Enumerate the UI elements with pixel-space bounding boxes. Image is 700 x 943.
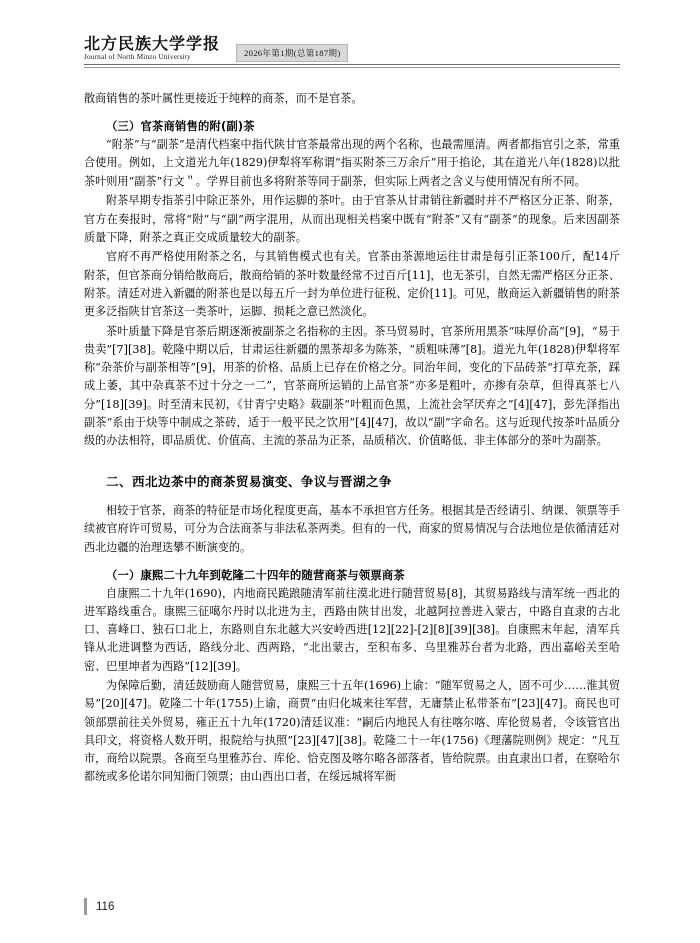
- header-divider-secondary: [84, 67, 620, 68]
- page-header: [84, 22, 620, 64]
- journal-title-cn: 北方民族大学学报: [84, 33, 221, 53]
- page-number: 116: [96, 900, 115, 913]
- subsection-heading-kangxi-qianlong: （一）康熙二十九年到乾隆二十四年的随营商茶与领票商茶: [106, 568, 405, 582]
- article-body: [84, 90, 620, 788]
- header-divider: [84, 64, 620, 65]
- issue-badge: 2026年第1期(总第187期): [236, 44, 348, 63]
- paragraph-3: 官府不再严格使用附茶之名，与其销售模式也有关。官茶由茶源地运往甘肃是每引正茶100斤，配14斤附茶，但官茶商分销给散商后，散商给销的茶叶数量经常不过百斤[11]，也无茶引，自然无需严格区分正茶、附茶。清廷对进入新疆的附茶也是以每五斤一封为单位进行征税、定价[11]。可见，散商运入新疆销售的附茶更多泛指陕甘官茶这一类茶叶，运脚、损耗之意已然淡化。: [84, 250, 620, 319]
- journal-logo: [84, 33, 221, 64]
- paragraph-7: 为保障后勤，清廷鼓励商人随营贸易，康熙三十五年(1696)上谕：“随军贸易之人，固不可少……淮其贸易”[20][47]。乾隆二十年(1755)上谕，商贾“由归化城来往军营，无庸禁止私带茶布”[23][47]。商民也可领部票前往关外贸易，雍正五十九年(1720)清廷议准：“嗣后内地民人有往喀尔喀、库伦贸易者，令该管官出具印文，将资格人数开明，报院给与执照”[23][47][38]。乾隆二十一年(1756)《理藩院则例》规定：“凡互市，商给以院票。各商至乌里雅苏台、库伦、恰克图及喀尔略各部落者，皆给院票。由直隶出口者，在察哈尔都统或多伦诺尔同知衙门领票；由山西出口者，在绥远城将军衙: [84, 679, 620, 784]
- paragraph-opening: 散商销售的茶叶属性更接近于纯粹的商茶，而不是官茶。: [84, 92, 363, 105]
- paragraph-1: “附茶”与“副茶”是清代档案中指代陕甘官茶最常出现的两个名称，也最需厘清。两者都指官引之茶，常重合使用。例如，上文道光九年(1829)伊犁将军称谓“指买附茶三万余斤”用于掐论，其在道光八年(1828)以批茶叶则用“副茶”行文＂。学界目前也多将附茶等同于副茶，但实际上两者之含义与使用情况有所不同。: [84, 138, 620, 188]
- section-heading-two: 二、西北边茶中的商茶贸易演变、争议与晋湖之争: [106, 474, 392, 490]
- journal-title-en: Journal of North Minzu University: [84, 53, 191, 62]
- paragraph-2: 附茶早期专指茶引中除正茶外，用作运脚的茶叶。由于官茶从甘肃销往新疆时并不严格区分正茶、附茶，官方在奏报时，常将“附”与“副”两字混用，从而出现相关档案中既有“附茶”又有“副茶”的现象。后来因副茶质量下降，附茶之真正交成质量较大的副茶。: [84, 194, 620, 244]
- paragraph-6: 自康熙二十九年(1690)，内地商民跪踉随清军前往漠北进行随营贸易[8]，其贸易路线与清军统一西北的进军路线重合。康熙三征噶尔丹时以北进为主，西路由陕甘出发，北越阿拉善进入蒙古，中路自直隶的古北口、喜峰口、独石口北上，东路则自东北越大兴安岭西进[12][22]-[2][8][39][38]。自康熙末年起，清军兵锋从北进调整为西话，路线分北、西两路，“北出蒙古，至积布多、乌里雅苏台者为北路，西出嘉峪关至哈密、巴里坤者为西路”[12][39]。: [84, 586, 620, 673]
- page-footer: [84, 898, 620, 915]
- subsection-heading-fu-cha: （三）官茶商销售的附(副)茶: [106, 120, 255, 134]
- footer-rule: [84, 898, 87, 915]
- paragraph-4: 茶叶质量下降是官茶后期逐渐被副茶之名指称的主因。茶马贸易时，官茶所用黑茶“味厚价高”[9]，“易于贵卖”[7][38]。乾隆中期以后，甘肃运往新疆的黑茶却多为陈茶，“质粗味薄”[8]。道光九年(1828)伊犁将军称“杂茶价与副茶相等”[9]，用茶的价格、品质上已存在价格之分。同治年间，变化的下品砖茶“打草充茶，踩成上萎，其中杂真茶不过十分之一二”，官茶商所运销的上品官茶“亦多是粗叶，亦掺有杂草，但得真茶七八分”[18][39]。时至清末民初，《甘青宁史略》载副茶“叶粗而色黑，上流社会罕厌弃之”[4][47]，彭先泽指出副茶“系由于炔等中制成之茶砖，适于一般平民之饮用”[4][47]，故以“副”字命名。这与近现代按茶叶品质分级的办法相符，即品质优、价值高、主流的茶品为正茶，品质稍次、价值略低、非主体部分的茶叶为副茶。: [84, 324, 620, 447]
- paragraph-5: 相较于官茶，商茶的特征是市场化程度更高，基本不承担官方任务。根据其是否经请引、纳课、领票等手续被官府许可贸易，可分为合法商茶与非法私茶两类。但有的一代，商家的贸易情况与合法地位是依循清廷对西北边疆的治理迭攀不断演变的。: [84, 504, 620, 554]
